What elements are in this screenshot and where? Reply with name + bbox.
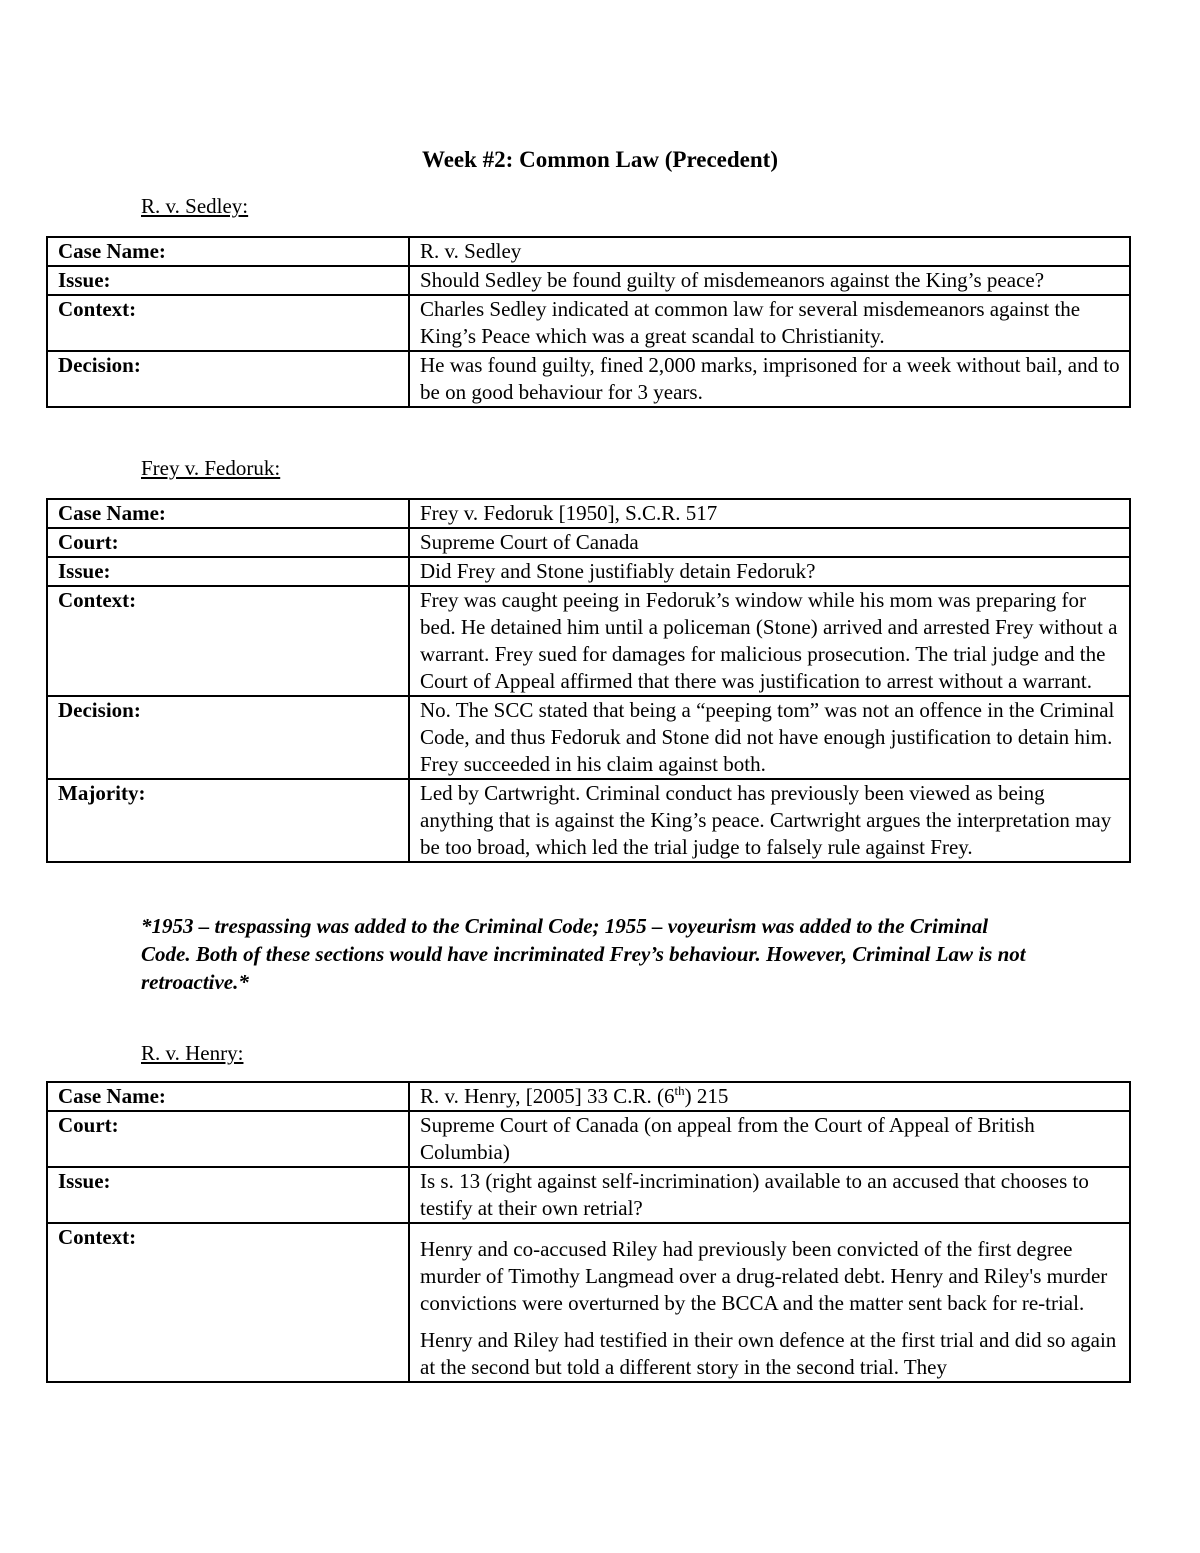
row-label: Case Name: (47, 499, 409, 528)
row-label: Issue: (47, 1167, 409, 1223)
row-label: Court: (47, 1111, 409, 1167)
row-label: Issue: (47, 557, 409, 586)
row-value: Is s. 13 (right against self-incrimination) available to an accused that chooses to testify at their own retrial? (409, 1167, 1130, 1223)
citation-superscript: th (674, 1083, 685, 1098)
table-row (47, 1167, 1130, 1223)
row-value: Supreme Court of Canada (409, 528, 1130, 557)
case-heading-henry: R. v. Henry: (141, 1041, 244, 1065)
row-label: Decision: (47, 696, 409, 779)
case-heading-sedley: R. v. Sedley: (141, 194, 249, 218)
case-table-frey (46, 498, 1131, 863)
case-table-henry (46, 1081, 1131, 1383)
row-value: Led by Cartwright. Criminal conduct has previously been viewed as being anything that is against the King’s peace. Cartwright argues the interpretation may be too broad, which led the trial judge to falsely rule against Frey. (409, 779, 1130, 862)
context-paragraph-2: Henry and Riley had testified in their own defence at the first trial and did so again at the second but told a different story in the second trial. They (420, 1328, 1117, 1379)
table-row (47, 499, 1130, 528)
table-row (47, 528, 1130, 557)
table-row (47, 1082, 1130, 1111)
row-value: Charles Sedley indicated at common law for several misdemeanors against the King’s Peace which was a great scandal to Christianity. (409, 295, 1130, 351)
citation-text: R. v. Henry, [2005] 33 C.R. (6 (420, 1084, 675, 1108)
row-label: Issue: (47, 266, 409, 295)
row-label: Court: (47, 528, 409, 557)
table-row (47, 266, 1130, 295)
table-row (47, 237, 1130, 266)
row-label: Context: (47, 295, 409, 351)
row-label: Context: (47, 586, 409, 696)
row-value: No. The SCC stated that being a “peeping tom” was not an offence in the Criminal Code, and thus Fedoruk and Stone did not have enough justification to detain him. Frey succeeded in his claim against both. (409, 696, 1130, 779)
citation-text-end: ) 215 (684, 1084, 729, 1108)
row-value: Supreme Court of Canada (on appeal from the Court of Appeal of British Columbia) (409, 1111, 1130, 1167)
table-row (47, 1111, 1130, 1167)
row-label: Context: (47, 1223, 409, 1382)
table-row (47, 696, 1130, 779)
row-value: Frey was caught peeing in Fedoruk’s window while his mom was preparing for bed. He detained him until a policeman (Stone) arrived and arrested Frey without a warrant. Frey sued for damages for malicious prosecution. The trial judge and the Court of Appeal affirmed that there was justification to arrest without a warrant. (409, 586, 1130, 696)
case-table-sedley (46, 236, 1131, 408)
table-row (47, 1223, 1130, 1382)
row-label: Majority: (47, 779, 409, 862)
table-row (47, 779, 1130, 862)
row-value (409, 1082, 1130, 1111)
table-row (47, 351, 1130, 407)
row-label: Decision: (47, 351, 409, 407)
table-row (47, 295, 1130, 351)
context-paragraph-1: Henry and co-accused Riley had previously been convicted of the first degree murder of Timothy Langmead over a drug-related debt. Henry and Riley's murder convictions were overturned by the BCCA and the matter sent back for re-trial. (420, 1237, 1108, 1315)
row-value: R. v. Sedley (409, 237, 1130, 266)
retroactivity-note: *1953 – trespassing was added to the Criminal Code; 1955 – voyeurism was added to the Criminal Code. Both of these sections would have incriminated Frey’s behaviour. However, Criminal Law is not retroactive.* (141, 914, 1026, 994)
case-heading-frey: Frey v. Fedoruk: (141, 456, 281, 480)
page-title: Week #2: Common Law (Precedent) (421, 147, 778, 172)
row-value (409, 1223, 1130, 1382)
row-label: Case Name: (47, 237, 409, 266)
row-value: He was found guilty, fined 2,000 marks, imprisoned for a week without bail, and to be on good behaviour for 3 years. (409, 351, 1130, 407)
row-value: Should Sedley be found guilty of misdemeanors against the King’s peace? (409, 266, 1130, 295)
table-row (47, 557, 1130, 586)
row-value: Did Frey and Stone justifiably detain Fedoruk? (409, 557, 1130, 586)
row-label: Case Name: (47, 1082, 409, 1111)
row-value: Frey v. Fedoruk [1950], S.C.R. 517 (409, 499, 1130, 528)
table-row (47, 586, 1130, 696)
